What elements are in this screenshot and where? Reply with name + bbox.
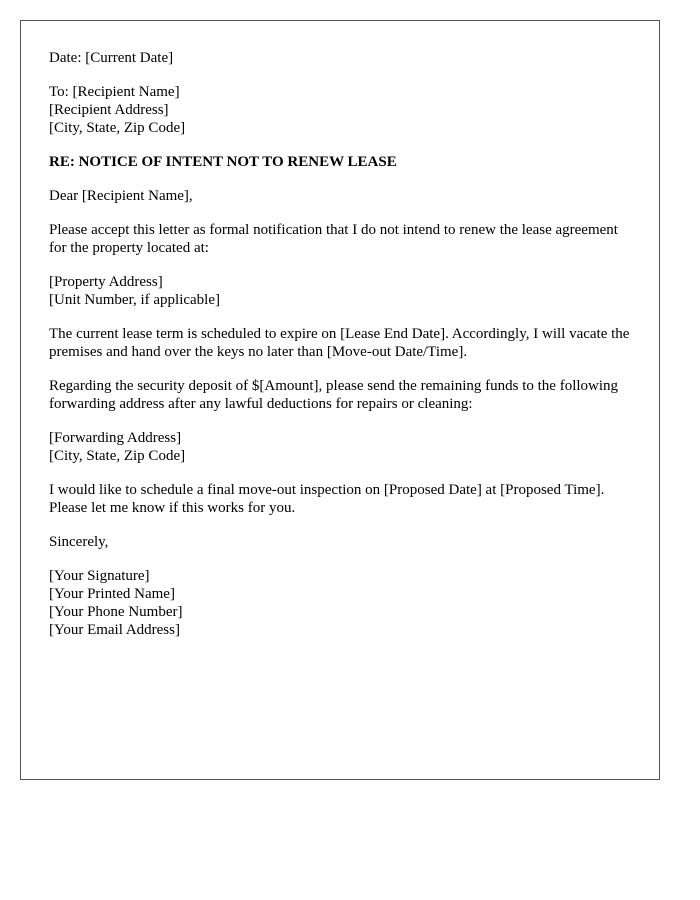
paragraph-notification: Please accept this letter as formal notification that I do not intend to renew the lease agreement for the property located at: (49, 222, 618, 256)
subject-line: RE: NOTICE OF INTENT NOT TO RENEW LEASE (49, 154, 397, 170)
letter-page (20, 20, 660, 780)
email-line: [Your Email Address] (49, 622, 180, 638)
signature-block (49, 567, 631, 639)
recipient-address-line: [Recipient Address] (49, 102, 169, 118)
recipient-city-line: [City, State, Zip Code] (49, 120, 186, 136)
signature-line: [Your Signature] (49, 568, 150, 584)
paragraph-security-deposit: Regarding the security deposit of $[Amount], please send the remaining funds to the following forwarding address after any lawful deductions for repairs or cleaning: (49, 378, 619, 412)
date-block (49, 49, 631, 67)
recipient-name-line: To: [Recipient Name] (49, 84, 180, 100)
forwarding-address-line: [Forwarding Address] (49, 430, 182, 446)
forwarding-block (49, 429, 631, 465)
date-line: Date: [Current Date] (49, 50, 174, 66)
property-unit-line: [Unit Number, if applicable] (49, 292, 221, 308)
paragraph-inspection: I would like to schedule a final move-out inspection on [Proposed Date] at [Proposed Time]. Please let me know if this works for you. (49, 482, 605, 516)
property-address-line: [Property Address] (49, 274, 163, 290)
printed-name-line: [Your Printed Name] (49, 586, 175, 602)
forwarding-city-line: [City, State, Zip Code] (49, 448, 186, 464)
salutation: Dear [Recipient Name], (49, 188, 193, 204)
closing: Sincerely, (49, 534, 109, 550)
phone-line: [Your Phone Number] (49, 604, 183, 620)
property-block (49, 273, 631, 309)
paragraph-lease-term: The current lease term is scheduled to expire on [Lease End Date]. Accordingly, I will vacate the premises and hand over the keys no later than [Move-out Date/Time]. (49, 326, 630, 360)
recipient-block (49, 83, 631, 137)
